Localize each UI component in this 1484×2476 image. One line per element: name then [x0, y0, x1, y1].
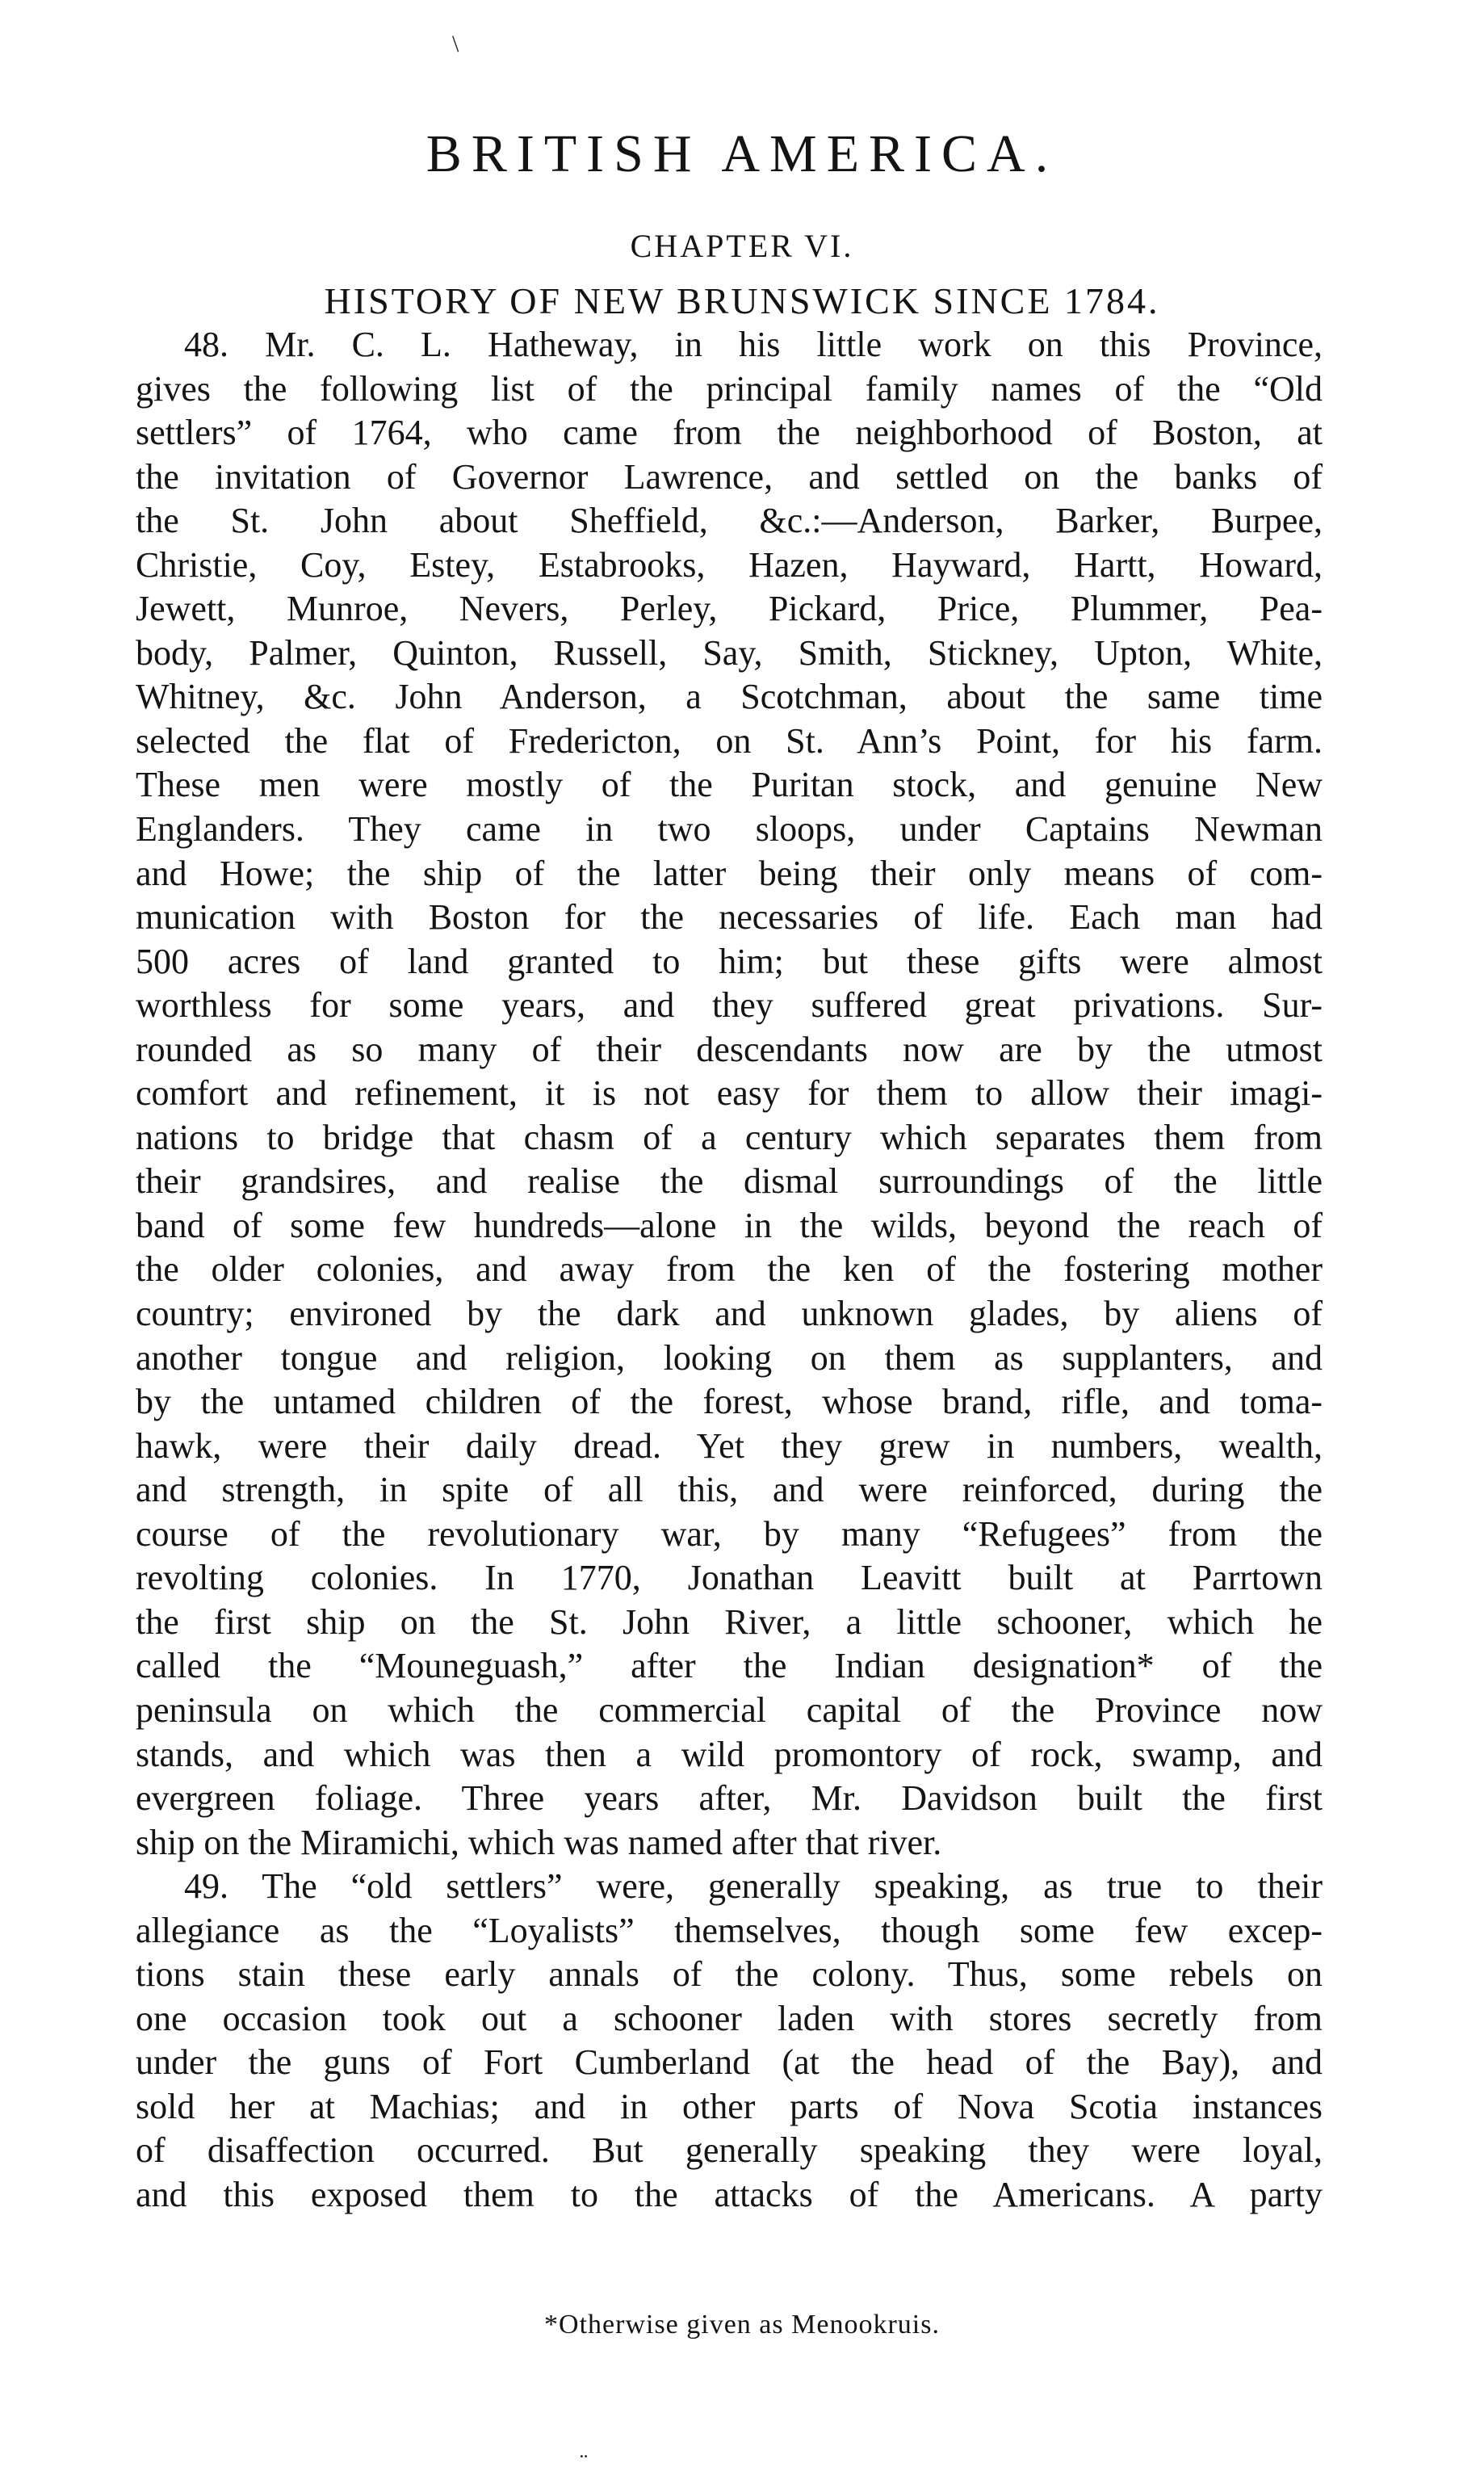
text-line: Englanders. They came in two sloops, under Captains Newman	[136, 809, 1323, 850]
section-title: HISTORY OF NEW BRUNSWICK SINCE 1784.	[324, 280, 1160, 321]
text-line: 500 acres of land granted to him; but these gifts were almost	[136, 941, 1323, 981]
text-line: under the guns of Fort Cumberland (at the head of the Bay), and	[136, 2042, 1323, 2083]
text-line: rounded as so many of their descendants now are by the utmost	[136, 1029, 1323, 1069]
text-line: their grandsires, and realise the dismal surroundings of the little	[136, 1161, 1323, 1202]
text-line: 49. The “old settlers” were, generally speaking, as true to their	[184, 1866, 1323, 1907]
chapter-heading: CHAPTER VI.	[630, 228, 854, 264]
text-line: one occasion took out a schooner laden with stores secretly from	[136, 1998, 1323, 2038]
text-line: stands, and which was then a wild promontory of rock, swamp, and	[136, 1734, 1323, 1774]
text-line: called the “Mouneguash,” after the Indian designation* of the	[136, 1646, 1323, 1686]
text-line: tions stain these early annals of the colony. Thus, some rebels on	[136, 1954, 1323, 1995]
text-line: revolting colonies. In 1770, Jonathan Leavitt built at Parrtown	[136, 1558, 1323, 1598]
text-line: peninsula on which the commercial capital of the Province now	[136, 1689, 1323, 1730]
text-line: and strength, in spite of all this, and were reinforced, during the	[136, 1470, 1323, 1510]
text-line: the first ship on the St. John River, a little schooner, which he	[136, 1601, 1323, 1642]
text-line: another tongue and religion, looking on them as supplanters, and	[136, 1337, 1323, 1378]
text-line: 48. Mr. C. L. Hatheway, in his little work on this Province,	[184, 325, 1323, 364]
text-line: and Howe; the ship of the latter being their only means of com-	[136, 853, 1323, 893]
text-line: body, Palmer, Quinton, Russell, Say, Smith, Stickney, Upton, White,	[136, 632, 1323, 673]
text-line: the St. John about Sheffield, &c.:—Anderson, Barker, Burpee,	[136, 501, 1323, 541]
text-line: the older colonies, and away from the ken of the fostering mother	[136, 1249, 1323, 1290]
text-line: the invitation of Governor Lawrence, and settled on the banks of	[136, 456, 1323, 497]
text-line: allegiance as the “Loyalists” themselves, though some few excep-	[136, 1910, 1323, 1950]
text-line: country; environed by the dark and unknown glades, by aliens of	[136, 1294, 1323, 1334]
text-line: Christie, Coy, Estey, Estabrooks, Hazen, Hayward, Hartt, Howard,	[136, 544, 1323, 585]
text-line: sold her at Machias; and in other parts of Nova Scotia instances	[136, 2086, 1323, 2126]
text-line: and this exposed them to the attacks of the Americans. A party	[136, 2174, 1323, 2214]
running-head: BRITISH AMERICA.	[425, 124, 1059, 183]
text-line: munication with Boston for the necessaries of life. Each man had	[136, 897, 1323, 938]
text-line: worthless for some years, and they suffered great privations. Sur-	[136, 985, 1323, 1026]
text-line: Jewett, Munroe, Nevers, Perley, Pickard, Price, Plummer, Pea-	[136, 589, 1323, 629]
text-line: by the untamed children of the forest, whose brand, rifle, and toma-	[136, 1382, 1323, 1422]
text-line: gives the following list of the principal family names of the “Old	[136, 368, 1323, 409]
text-line: comfort and refinement, it is not easy for them to allow their imagi-	[136, 1073, 1323, 1114]
stray-tick-mark: \	[452, 31, 459, 57]
text-line: nations to bridge that chasm of a century which separates them from	[136, 1117, 1323, 1157]
text-line: settlers” of 1764, who came from the neighborhood of Boston, at	[136, 413, 1323, 453]
text-line: ship on the Miramichi, which was named after that river.	[136, 1822, 942, 1862]
text-line: of disaffection occurred. But generally speaking they were loyal,	[136, 2130, 1323, 2171]
stray-bottom-mark: ¨	[580, 2449, 588, 2476]
text-line: course of the revolutionary war, by many “Refugees” from the	[136, 1513, 1323, 1554]
text-line: Whitney, &c. John Anderson, a Scotchman, about the same time	[136, 677, 1323, 717]
text-line: These men were mostly of the Puritan stock, and genuine New	[136, 765, 1323, 805]
text-line: hawk, were their daily dread. Yet they grew in numbers, wealth,	[136, 1425, 1323, 1466]
text-line: evergreen foliage. Three years after, Mr. Davidson built the first	[136, 1778, 1323, 1819]
text-line: band of some few hundreds—alone in the wilds, beyond the reach of	[136, 1205, 1323, 1245]
footnote: *Otherwise given as Menookruis.	[544, 2310, 940, 2340]
body-text	[136, 323, 1323, 2218]
text-line: selected the flat of Fredericton, on St. Ann’s Point, for his farm.	[136, 720, 1323, 761]
